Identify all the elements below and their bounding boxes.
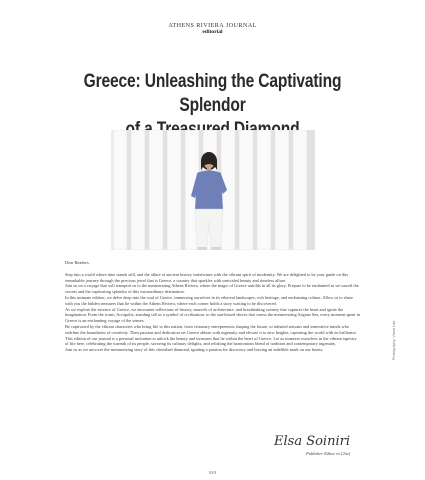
letter-paragraph: Join us as we uncover the mesmerizing story of this cherished diamond, igniting a passion for discovery and leaving an indelible mark on our hearts.	[65, 347, 324, 353]
headline-line-1: Greece: Unleashing the Captivating Splendor	[83, 71, 342, 116]
letter-paragraph: Step into a world where time stands still, and the allure of ancient history intertwines with the vibrant spirit of modernity. We are delighted to be your guide on this remarkable journey through the precious jewel that is Greece, a country that sparkles with unrivaled beauty and timeless allure.	[65, 271, 349, 283]
section-label: editorial	[202, 29, 223, 35]
signer-title: Publisher-Editor in Chief	[306, 451, 350, 456]
letter-paragraph: This edition of our journal is a personal invitation to unlock the beauty and treasures that lie within the heart of Greece. Let us immerse ourselves in the vibrant tapestry of life here, celebrating the warmth of its people, savoring its culinary delights, and relishing the harmonious blend of tradition and contemporary ingenuity.	[65, 335, 357, 347]
salutation: Dear Readers,	[65, 260, 90, 265]
letter-paragraph: Be captivated by the vibrant characters who bring life to this nation, from visionary entrepreneurs shaping the future, to talented artisans and innovative minds who redefine the boundaries of creativity. Their passion and dedication set Greece ablaze with ingenuity and elevate it to new heights, capturing the world with its brilliance.	[65, 323, 358, 335]
editorial-letter	[65, 260, 361, 353]
editor-photo	[111, 130, 315, 250]
journal-title: ATHENS RIVIERA JOURNAL	[168, 22, 257, 29]
editor-signature: Elsa Soiniri	[274, 434, 350, 449]
page-number: 019	[209, 470, 216, 475]
letter-paragraph: In this intimate edition, we delve deep into the soul of Greece, immersing ourselves in its ethereal landscapes, rich heritage, and enchanting culture. Allow us to share with you the hidden treasures that lie within the Athens Riviera, where each corner holds a story waiting to be discovered.	[65, 294, 353, 306]
letter-paragraph: As we explore the essence of Greece, we encounter reflections of history, marvels of architecture, and breathtaking scenery that captures the heart and ignite the imagination. From the iconic Acropolis, standing tall as a symbol of civilization, to the sun-kissed shores that caress the mesmerizing Aegean Sea, every moment spent in Greece is an enchanting voyage of the senses.	[65, 306, 360, 324]
masthead	[0, 22, 425, 36]
editor-photo-illustration	[111, 130, 315, 250]
photo-credit: Photography: Visual Lab	[392, 320, 396, 360]
letter-paragraph: Join us on a voyage that will transport us to the mesmerizing Athens Riviera, where the magic of Greece unfolds in all its glory. Prepare to be enchanted as we unveil the secrets and the captivating splendor of this extraordinary destination.	[65, 283, 359, 295]
